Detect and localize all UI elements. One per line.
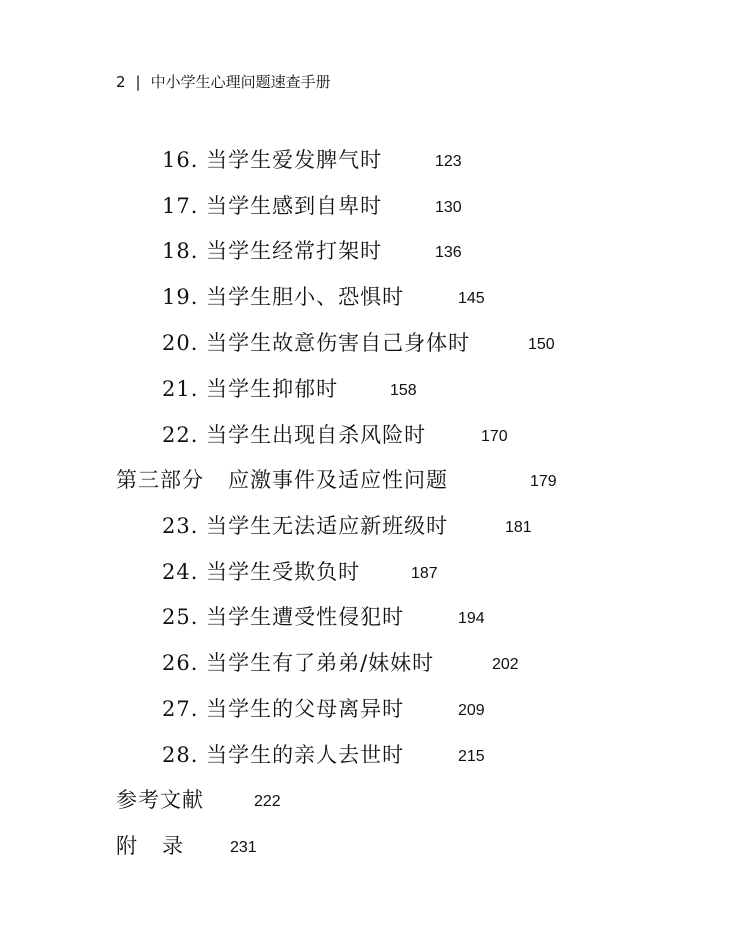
toc-entry-page: 209 (458, 702, 485, 719)
toc-entry-number: 19. (162, 285, 199, 309)
toc-part-page: 179 (530, 473, 557, 490)
toc-entry-title: 当学生有了弟弟/妹妹时 (206, 651, 435, 675)
toc-part-label: 第三部分 (116, 468, 204, 492)
toc-entry-title: 当学生经常打架时 (206, 239, 383, 263)
toc-appendix-char1: 附 (116, 834, 138, 858)
toc-entry-page: 187 (411, 565, 438, 582)
toc-entry-title: 当学生无法适应新班级时 (206, 514, 449, 538)
toc-entry-page: 130 (435, 199, 462, 216)
toc-entry-number: 25. (162, 605, 199, 629)
toc-entry-title: 当学生爱发脾气时 (206, 148, 383, 172)
toc-entry-title: 当学生感到自卑时 (206, 194, 383, 218)
toc-entry-number: 26. (162, 651, 199, 675)
toc-entry-title: 当学生故意伤害自己身体时 (206, 331, 471, 355)
running-header (116, 72, 331, 92)
header-page-number: 2 (116, 73, 126, 91)
toc-entry-title: 当学生抑郁时 (206, 377, 339, 401)
toc-entry-title: 当学生遭受性侵犯时 (206, 605, 405, 629)
toc-entry-number: 21. (162, 377, 199, 401)
toc-entry-number: 17. (162, 194, 199, 218)
toc-entry-page: 123 (435, 153, 462, 170)
toc-entry-number: 16. (162, 148, 199, 172)
toc-entry-page: 145 (458, 290, 485, 307)
toc-entry-number: 18. (162, 239, 199, 263)
toc-entry-page: 202 (492, 656, 519, 673)
toc-appendix-char2: 录 (162, 834, 184, 858)
toc-entry-number: 24. (162, 560, 199, 584)
toc-entry-page: 158 (390, 382, 417, 399)
toc-entry-number: 22. (162, 423, 199, 447)
toc-entry-page: 136 (435, 244, 462, 261)
header-book-title: 中小学生心理问题速查手册 (150, 73, 331, 91)
toc-entry-page: 181 (505, 519, 532, 536)
toc-entry-page: 170 (481, 428, 508, 445)
toc-references-page: 222 (254, 793, 281, 810)
toc-entry-number: 23. (162, 514, 199, 538)
toc-entry-page: 194 (458, 610, 485, 627)
toc-entry-page: 150 (528, 336, 555, 353)
toc-references-title: 参考文献 (116, 788, 204, 812)
toc-entry-title: 当学生胆小、恐惧时 (206, 285, 405, 309)
toc-entry-title: 当学生受欺负时 (206, 560, 361, 584)
toc-entry-page: 215 (458, 748, 485, 765)
toc-entry-title: 当学生出现自杀风险时 (206, 423, 427, 447)
toc-entry-title: 当学生的亲人去世时 (206, 743, 405, 767)
toc-appendix-page: 231 (230, 839, 257, 856)
toc-part-title: 应激事件及适应性问题 (228, 468, 448, 492)
toc-entry-title: 当学生的父母离异时 (206, 697, 405, 721)
toc-entry-number: 27. (162, 697, 199, 721)
toc-entry-number: 20. (162, 331, 199, 355)
header-separator: | (135, 73, 141, 91)
toc-entry-number: 28. (162, 743, 199, 767)
